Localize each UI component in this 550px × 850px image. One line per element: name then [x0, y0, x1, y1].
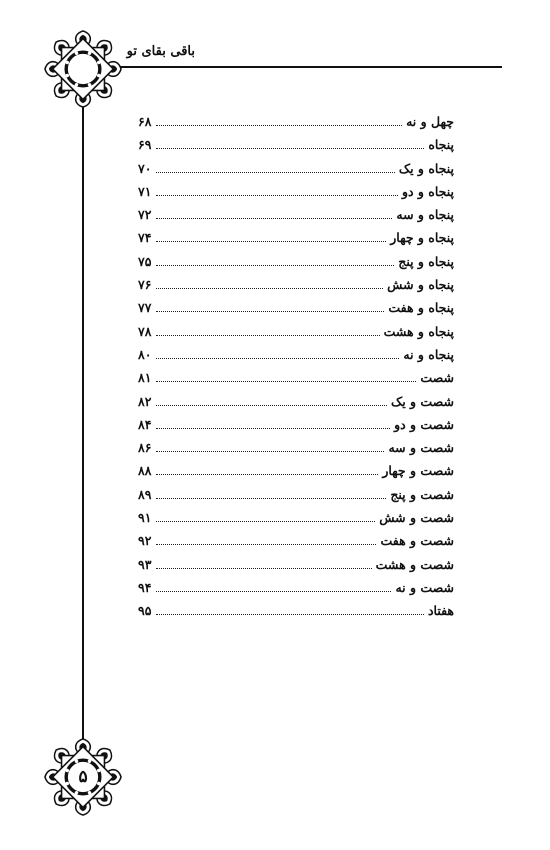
dot-leader	[156, 568, 372, 569]
toc-entry-page: ۷۴	[138, 230, 152, 246]
dot-leader	[156, 544, 376, 545]
toc-entry[interactable]	[138, 417, 454, 440]
toc-entry-page: ۹۴	[138, 579, 152, 595]
toc-entry-page: ۹۱	[138, 510, 152, 526]
toc-entry-title: پنجاه	[428, 137, 454, 153]
toc-entry-title: پنجاه و یک	[398, 160, 454, 176]
toc-entry[interactable]	[138, 603, 454, 626]
toc-entry-page: ۷۵	[138, 253, 152, 269]
page-number: ۵	[78, 767, 88, 787]
toc-entry-title: شصت و سه	[388, 440, 454, 456]
toc-entry-title: شصت و نه	[395, 579, 454, 595]
toc-entry-page: ۸۰	[138, 346, 152, 362]
dot-leader	[156, 172, 395, 173]
toc-entry-page: ۸۲	[138, 393, 152, 409]
toc-entry[interactable]	[138, 463, 454, 486]
toc-entry-page: ۹۲	[138, 533, 152, 549]
toc-entry-title: شصت و شش	[379, 510, 454, 526]
toc-entry-page: ۶۹	[138, 137, 152, 153]
toc-entry-title: شصت و دو	[394, 416, 454, 432]
toc-entry-page: ۸۴	[138, 416, 152, 432]
toc-entry-page: ۶۸	[138, 114, 152, 129]
toc-entry-page: ۷۱	[138, 183, 152, 199]
toc-entry-title: پنجاه و سه	[396, 207, 454, 223]
toc-entry-title: شصت و پنج	[390, 486, 454, 502]
toc-entry-page: ۹۵	[138, 603, 152, 619]
toc-entry[interactable]	[138, 440, 454, 463]
toc-entry[interactable]	[138, 161, 454, 184]
dot-leader	[156, 311, 384, 312]
toc-entry[interactable]	[138, 533, 454, 556]
dot-leader	[156, 195, 398, 196]
toc-entry-page: ۸۸	[138, 463, 152, 479]
toc-entry[interactable]	[138, 557, 454, 580]
toc-entry[interactable]	[138, 370, 454, 393]
toc-entry-page: ۹۳	[138, 556, 152, 572]
toc-entry-title: پنجاه و هشت	[383, 323, 454, 339]
toc-entry-page: ۸۶	[138, 440, 152, 456]
toc-entry-page: ۷۶	[138, 277, 152, 293]
running-title: باقی بقای تو	[126, 44, 195, 59]
margin-line	[82, 100, 84, 745]
dot-leader	[156, 498, 386, 499]
toc-entry-page: ۷۰	[138, 160, 152, 176]
toc-entry-title: شصت و یک	[391, 393, 454, 409]
dot-leader	[156, 591, 391, 592]
toc-entry[interactable]	[138, 510, 454, 533]
toc-entry[interactable]	[138, 347, 454, 370]
dot-leader	[156, 474, 378, 475]
toc-entry-title: پنجاه و نه	[403, 346, 454, 362]
dot-leader	[156, 428, 390, 429]
toc-entry-page: ۸۱	[138, 370, 152, 386]
toc-entry-title: پنجاه و دو	[401, 183, 454, 199]
toc-entry[interactable]	[138, 394, 454, 417]
toc-entry-page: ۷۷	[138, 300, 152, 316]
floral-rosette-icon	[44, 30, 122, 108]
dot-leader	[156, 148, 424, 149]
toc-entry-title: پنجاه و هفت	[388, 300, 454, 316]
toc-entry-page: ۷۸	[138, 323, 152, 339]
dot-leader	[156, 358, 399, 359]
toc-entry-title: هفتاد	[427, 603, 454, 619]
dot-leader	[156, 335, 380, 336]
toc-entry-title: پنجاه و شش	[387, 277, 454, 293]
header-rule	[82, 66, 502, 68]
dot-leader	[156, 405, 387, 406]
toc-entry[interactable]	[138, 207, 454, 230]
toc-entry-title: شصت و چهار	[382, 463, 454, 479]
toc-entry[interactable]	[138, 230, 454, 253]
dot-leader	[156, 451, 384, 452]
toc-entry[interactable]	[138, 184, 454, 207]
dot-leader	[156, 521, 375, 522]
toc-entry[interactable]	[138, 300, 454, 323]
dot-leader	[156, 381, 416, 382]
dot-leader	[156, 614, 424, 615]
toc-entry[interactable]	[138, 277, 454, 300]
toc-entry-title: پنجاه و پنج	[398, 253, 454, 269]
toc-entry[interactable]	[138, 324, 454, 347]
dot-leader	[156, 265, 394, 266]
toc-entry-title: چهل و نه	[406, 114, 454, 129]
dot-leader	[156, 288, 383, 289]
toc-entry[interactable]	[138, 487, 454, 510]
toc-entry[interactable]	[138, 254, 454, 277]
toc-entry-page: ۷۲	[138, 207, 152, 223]
toc-entry-title: شصت و هشت	[375, 556, 454, 572]
toc-entry-title: پنجاه و چهار	[390, 230, 454, 246]
toc-entry-title: شصت و هفت	[380, 533, 454, 549]
dot-leader	[156, 125, 402, 126]
toc-entry[interactable]	[138, 114, 454, 137]
toc-entry-page: ۸۹	[138, 486, 152, 502]
dot-leader	[156, 241, 386, 242]
dot-leader	[156, 218, 392, 219]
toc-entry[interactable]	[138, 580, 454, 603]
table-of-contents	[138, 114, 454, 627]
toc-entry-title: شصت	[420, 370, 454, 386]
toc-entry[interactable]	[138, 137, 454, 160]
